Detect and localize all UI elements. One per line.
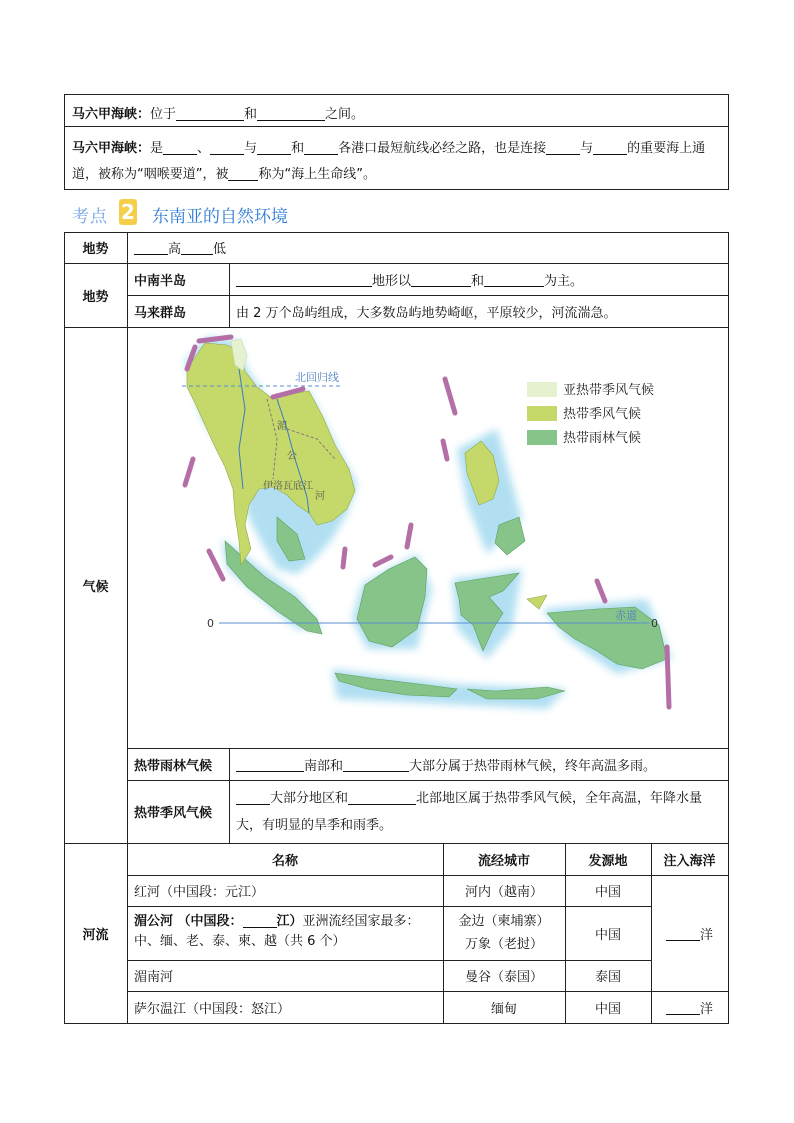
svg-text:伊洛瓦底江: 伊洛瓦底江: [263, 481, 313, 492]
strait-label: 马六甲海峡：: [72, 141, 151, 156]
blank[interactable]: [593, 140, 627, 155]
menam-city: 曼谷（泰国）: [464, 970, 543, 985]
strait-label: 马六甲海峡：: [72, 107, 151, 122]
blank[interactable]: [243, 913, 277, 928]
blank[interactable]: [666, 1000, 700, 1015]
climate-label: 气候: [82, 579, 109, 595]
strait-box: [64, 94, 729, 190]
salween-name: 萨尔温江（中国段：怒江）: [134, 1001, 291, 1017]
svg-text:2: 2: [121, 200, 135, 224]
rainforest-text: 南部和 大部分属于热带雨林气候，终年高温多雨。: [229, 748, 728, 780]
mekong-source: 中国: [594, 927, 621, 943]
blank[interactable]: [348, 790, 416, 805]
col-header-ocean: 注入海洋: [663, 853, 716, 869]
blank[interactable]: [257, 106, 325, 121]
blank[interactable]: [236, 790, 270, 805]
map-legend: [527, 382, 654, 446]
svg-text:亚热带季风气候: 亚热带季风气候: [563, 383, 655, 398]
blank[interactable]: [257, 140, 291, 155]
blank[interactable]: [181, 240, 213, 255]
svg-text:热带季风气候: 热带季风气候: [563, 407, 642, 422]
salween-source: 中国: [594, 1001, 621, 1017]
islands-text: 由 2 万个岛屿组成，大多数岛屿地势崎岖，平原较少，河流湍急。: [236, 305, 617, 321]
blank[interactable]: [546, 140, 580, 155]
monsoon-label: 热带季风气候: [134, 806, 213, 821]
blank[interactable]: [228, 166, 258, 181]
blank[interactable]: [210, 140, 244, 155]
rainforest-label: 热带雨林气候: [134, 758, 213, 774]
col-header-source: 发源地: [588, 853, 628, 869]
blank[interactable]: [236, 272, 372, 287]
menam-name: 湄南河: [134, 970, 174, 985]
equator-label: 赤道: [615, 609, 637, 622]
red-river-name: 红河（中国段：元江）: [134, 885, 265, 900]
number-two-icon: [118, 198, 138, 226]
rivers-label: 河流: [82, 927, 109, 943]
southeast-asia-climate-map: [127, 329, 727, 748]
blank[interactable]: [163, 140, 197, 155]
kaodian-label: 考点: [72, 207, 108, 227]
blank[interactable]: [484, 272, 544, 287]
svg-text:0: 0: [207, 617, 214, 630]
blank[interactable]: [304, 140, 338, 155]
tropic-label: 北回归线: [295, 371, 339, 384]
strait-row-location: 马六甲海峡：位于 和 之间。: [65, 95, 728, 127]
svg-text:公: 公: [287, 451, 297, 462]
col-header-city: 流经城市: [477, 853, 530, 869]
red-river-source: 中国: [594, 885, 621, 900]
svg-text:湄: 湄: [277, 421, 287, 432]
terrain-label: 地势: [82, 242, 109, 257]
menam-source: 泰国: [594, 970, 621, 985]
islands-label: 马来群岛: [134, 305, 187, 321]
svg-text:热带雨林气候: 热带雨林气候: [563, 431, 642, 446]
blank[interactable]: [343, 757, 409, 772]
monsoon-text: 大部分地区和 北部地区属于热带季风气候，全年高温，年降水量大，有明显的旱季和雨季。: [236, 791, 703, 833]
salween-city: 缅甸: [490, 1001, 517, 1017]
red-river-city: 河内（越南）: [464, 885, 543, 900]
terrain-general: 高 低: [127, 232, 728, 263]
col-header-name: 名称: [271, 853, 298, 869]
mekong-name: 湄公河 （中国段： 江）亚洲流经国家最多： 中、缅、老、泰、柬、越（共 6 个）: [134, 914, 420, 949]
peninsula-label: 中南半岛: [134, 273, 187, 289]
ocean-answer-2: 洋: [651, 991, 728, 1023]
blank[interactable]: [411, 272, 471, 287]
blank[interactable]: [666, 926, 700, 941]
blank[interactable]: [176, 106, 244, 121]
section-title: 东南亚的自然环境: [152, 207, 288, 227]
strait-row-route: 马六甲海峡：是 、 与 和 各港口最短航线必经之路，也是连接 与 的重要海上通道，被称为“咽喉要道”，被 称为“海上生命线”。: [72, 141, 706, 182]
terrain-label-2: 地势: [82, 289, 109, 305]
blank[interactable]: [236, 757, 304, 772]
blank[interactable]: [134, 240, 168, 255]
section-heading: [72, 198, 472, 228]
mekong-cities: 金边（柬埔寨） 万象（老挝）: [458, 914, 550, 952]
svg-text:0: 0: [651, 617, 658, 630]
ocean-answer-1: 洋: [651, 875, 728, 991]
peninsula-text: 地形以 和 为主。: [229, 263, 728, 295]
svg-text:河: 河: [315, 491, 325, 502]
